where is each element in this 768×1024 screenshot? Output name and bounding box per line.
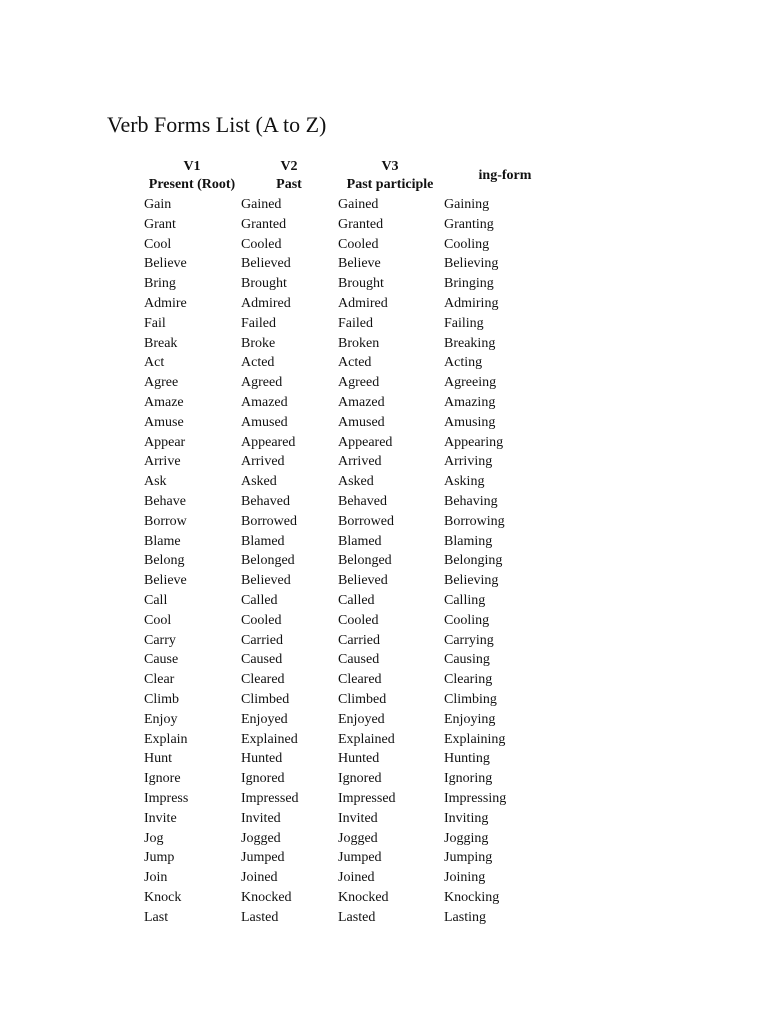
cell-v1-present: Cause	[144, 652, 179, 668]
cell-ing-form: Granting	[444, 216, 494, 232]
cell-v3-past-participle: Broken	[338, 335, 380, 351]
cell-v1-present: Call	[144, 592, 168, 608]
cell-v2-past: Appeared	[241, 434, 296, 450]
table-row	[144, 413, 544, 433]
table-row	[144, 373, 544, 393]
cell-ing-form: Clearing	[444, 672, 493, 688]
cell-v3-past-participle: Enjoyed	[338, 711, 385, 727]
cell-v3-past-participle: Appeared	[338, 434, 393, 450]
cell-v3-past-participle: Believe	[338, 256, 381, 272]
table-row	[144, 908, 544, 928]
cell-v3-past-participle: Failed	[338, 315, 373, 331]
cell-v2-past: Called	[241, 592, 278, 608]
cell-ing-form: Believing	[444, 573, 499, 589]
cell-ing-form: Behaving	[444, 493, 498, 509]
cell-ing-form: Climbing	[444, 691, 497, 707]
table-row	[144, 868, 544, 888]
cell-v3-past-participle: Arrived	[338, 454, 382, 470]
cell-v3-past-participle: Climbed	[338, 691, 387, 707]
table-row	[144, 749, 544, 769]
cell-v2-past: Knocked	[241, 889, 292, 905]
cell-ing-form: Jogging	[444, 830, 489, 846]
cell-ing-form: Breaking	[444, 335, 496, 351]
cell-v1-present: Behave	[144, 493, 186, 509]
cell-v2-past: Brought	[241, 276, 287, 292]
table-row	[144, 848, 544, 868]
cell-v1-present: Amuse	[144, 414, 184, 430]
cell-v2-past: Amazed	[241, 394, 288, 410]
cell-v1-present: Admire	[144, 295, 187, 311]
cell-v2-past: Believed	[241, 256, 291, 272]
cell-ing-form: Ignoring	[444, 771, 493, 787]
cell-v2-past: Believed	[241, 573, 291, 589]
cell-v3-past-participle: Caused	[338, 652, 380, 668]
cell-v1-present: Fail	[144, 315, 166, 331]
cell-v1-present: Believe	[144, 256, 187, 272]
cell-v1-present: Jump	[144, 850, 175, 866]
cell-ing-form: Appearing	[444, 434, 504, 450]
cell-v3-past-participle: Amazed	[338, 394, 385, 410]
table-row	[144, 235, 544, 255]
cell-v2-past: Behaved	[241, 493, 290, 509]
cell-v1-present: Amaze	[144, 394, 184, 410]
table-row	[144, 492, 544, 512]
table-row	[144, 532, 544, 552]
cell-ing-form: Impressing	[444, 790, 507, 806]
cell-v2-past: Granted	[241, 216, 287, 232]
cell-v1-present: Blame	[144, 533, 181, 549]
cell-v2-past: Belonged	[241, 553, 295, 569]
verb-forms-table	[144, 195, 544, 927]
table-row	[144, 888, 544, 908]
cell-ing-form: Causing	[444, 652, 490, 668]
table-row	[144, 452, 544, 472]
column-header-v1-code: V1	[183, 159, 201, 174]
cell-v2-past: Amused	[241, 414, 288, 430]
cell-ing-form: Blaming	[444, 533, 493, 549]
table-row	[144, 631, 544, 651]
table-row	[144, 195, 544, 215]
cell-v1-present: Impress	[144, 790, 189, 806]
cell-v1-present: Carry	[144, 632, 176, 648]
table-row	[144, 809, 544, 829]
cell-ing-form: Cooling	[444, 236, 490, 252]
cell-v1-present: Gain	[144, 197, 172, 212]
cell-v2-past: Ignored	[241, 771, 285, 787]
cell-v3-past-participle: Belonged	[338, 553, 392, 569]
cell-ing-form: Borrowing	[444, 513, 505, 529]
table-row	[144, 710, 544, 730]
cell-v3-past-participle: Invited	[338, 810, 378, 826]
cell-ing-form: Explaining	[444, 731, 506, 747]
cell-v3-past-participle: Believed	[338, 573, 388, 589]
cell-v1-present: Act	[144, 355, 165, 371]
table-row	[144, 670, 544, 690]
page-title: Verb Forms List (A to Z)	[107, 112, 327, 137]
table-row	[144, 829, 544, 849]
cell-v1-present: Ignore	[144, 771, 181, 787]
cell-ing-form: Knocking	[444, 889, 500, 905]
cell-v3-past-participle: Impressed	[338, 790, 396, 806]
table-row	[144, 512, 544, 532]
table-row	[144, 571, 544, 591]
cell-v1-present: Bring	[144, 276, 176, 292]
cell-v2-past: Joined	[241, 870, 278, 886]
cell-v1-present: Enjoy	[144, 711, 178, 727]
cell-ing-form: Lasting	[444, 909, 486, 925]
cell-v3-past-participle: Behaved	[338, 493, 387, 509]
table-row	[144, 789, 544, 809]
cell-v1-present: Break	[144, 335, 178, 351]
cell-v2-past: Borrowed	[241, 513, 297, 529]
cell-ing-form: Cooling	[444, 612, 490, 628]
cell-v1-present: Clear	[144, 672, 175, 688]
cell-ing-form: Asking	[444, 474, 485, 490]
cell-ing-form: Amusing	[444, 414, 496, 430]
cell-v2-past: Cooled	[241, 236, 282, 252]
table-row	[144, 769, 544, 789]
column-header-v3	[338, 158, 442, 194]
table-row	[144, 314, 544, 334]
cell-v2-past: Climbed	[241, 691, 290, 707]
cell-ing-form: Jumping	[444, 850, 493, 866]
cell-v3-past-participle: Agreed	[338, 375, 380, 391]
cell-v3-past-participle: Explained	[338, 731, 395, 747]
table-row	[144, 393, 544, 413]
cell-v2-past: Jogged	[241, 830, 281, 846]
cell-v3-past-participle: Granted	[338, 216, 384, 232]
cell-v3-past-participle: Called	[338, 592, 375, 608]
cell-v2-past: Gained	[241, 197, 282, 212]
column-header-v2-code: V2	[280, 159, 298, 174]
cell-v3-past-participle: Lasted	[338, 909, 376, 925]
cell-v3-past-participle: Admired	[338, 295, 388, 311]
cell-v1-present: Hunt	[144, 751, 172, 767]
column-header-v1-label: Present (Root)	[148, 177, 236, 192]
cell-v2-past: Acted	[241, 355, 275, 371]
column-header-v1	[140, 158, 244, 194]
column-header-v3-code: V3	[381, 159, 399, 174]
table-row	[144, 334, 544, 354]
cell-ing-form: Admiring	[444, 295, 499, 311]
cell-v1-present: Believe	[144, 573, 187, 589]
cell-v1-present: Last	[144, 909, 169, 925]
table-row	[144, 215, 544, 235]
cell-ing-form: Hunting	[444, 751, 490, 767]
cell-ing-form: Bringing	[444, 276, 494, 292]
cell-ing-form: Amazing	[444, 394, 496, 410]
cell-v2-past: Impressed	[241, 790, 299, 806]
column-header-v2-label: Past	[276, 177, 302, 192]
cell-v3-past-participle: Ignored	[338, 771, 382, 787]
cell-v3-past-participle: Amused	[338, 414, 385, 430]
cell-v2-past: Jumped	[241, 850, 285, 866]
cell-ing-form: Failing	[444, 315, 484, 331]
cell-v2-past: Invited	[241, 810, 281, 826]
cell-v1-present: Agree	[144, 375, 179, 391]
cell-v2-past: Caused	[241, 652, 283, 668]
table-row	[144, 551, 544, 571]
cell-v2-past: Asked	[241, 474, 277, 490]
cell-v1-present: Ask	[144, 474, 167, 490]
cell-v1-present: Belong	[144, 553, 185, 569]
cell-v2-past: Hunted	[241, 751, 283, 767]
column-header-v3-label: Past participle	[346, 177, 434, 192]
cell-v1-present: Explain	[144, 731, 188, 747]
table-row	[144, 254, 544, 274]
table-row	[144, 472, 544, 492]
cell-v3-past-participle: Cooled	[338, 236, 379, 252]
cell-v1-present: Borrow	[144, 513, 187, 529]
cell-ing-form: Joining	[444, 870, 486, 886]
cell-v2-past: Explained	[241, 731, 298, 747]
table-row	[144, 591, 544, 611]
cell-v3-past-participle: Asked	[338, 474, 374, 490]
cell-v1-present: Appear	[144, 434, 186, 450]
cell-v2-past: Lasted	[241, 909, 279, 925]
table-row	[144, 353, 544, 373]
cell-v1-present: Invite	[144, 810, 177, 826]
column-header-ing-form-label: ing-form	[478, 168, 532, 183]
table-row	[144, 611, 544, 631]
cell-ing-form: Agreeing	[444, 375, 497, 391]
cell-v2-past: Carried	[241, 632, 283, 648]
cell-ing-form: Believing	[444, 256, 499, 272]
cell-v2-past: Arrived	[241, 454, 285, 470]
cell-v1-present: Knock	[144, 889, 182, 905]
cell-v1-present: Grant	[144, 216, 176, 232]
cell-v3-past-participle: Cooled	[338, 612, 379, 628]
cell-ing-form: Gaining	[444, 197, 490, 212]
cell-v3-past-participle: Carried	[338, 632, 380, 648]
cell-v3-past-participle: Jumped	[338, 850, 382, 866]
cell-v1-present: Arrive	[144, 454, 181, 470]
cell-v3-past-participle: Jogged	[338, 830, 378, 846]
cell-v3-past-participle: Blamed	[338, 533, 382, 549]
cell-v3-past-participle: Hunted	[338, 751, 380, 767]
table-row	[144, 294, 544, 314]
cell-ing-form: Acting	[444, 355, 483, 371]
cell-v1-present: Join	[144, 870, 168, 886]
cell-v1-present: Cool	[144, 612, 172, 628]
cell-v3-past-participle: Brought	[338, 276, 384, 292]
cell-v1-present: Climb	[144, 691, 180, 707]
cell-v1-present: Cool	[144, 236, 172, 252]
cell-ing-form: Belonging	[444, 553, 503, 569]
cell-v3-past-participle: Borrowed	[338, 513, 394, 529]
cell-v3-past-participle: Knocked	[338, 889, 389, 905]
cell-v1-present: Jog	[144, 830, 164, 846]
cell-v2-past: Enjoyed	[241, 711, 288, 727]
table-row	[144, 274, 544, 294]
cell-v2-past: Cooled	[241, 612, 282, 628]
table-row	[144, 730, 544, 750]
table-row	[144, 650, 544, 670]
cell-v2-past: Blamed	[241, 533, 285, 549]
table-row	[144, 690, 544, 710]
cell-v2-past: Agreed	[241, 375, 283, 391]
cell-v2-past: Admired	[241, 295, 291, 311]
cell-v3-past-participle: Joined	[338, 870, 375, 886]
cell-v3-past-participle: Acted	[338, 355, 372, 371]
table-row	[144, 433, 544, 453]
cell-ing-form: Calling	[444, 592, 486, 608]
cell-ing-form: Carrying	[444, 632, 494, 648]
column-header-v2	[247, 158, 331, 194]
cell-ing-form: Inviting	[444, 810, 489, 826]
cell-ing-form: Arriving	[444, 454, 493, 470]
cell-ing-form: Enjoying	[444, 711, 496, 727]
column-header-ing-form	[472, 167, 538, 185]
cell-v3-past-participle: Cleared	[338, 672, 382, 688]
cell-v2-past: Cleared	[241, 672, 285, 688]
cell-v2-past: Failed	[241, 315, 276, 331]
cell-v3-past-participle: Gained	[338, 197, 379, 212]
cell-v2-past: Broke	[241, 335, 276, 351]
